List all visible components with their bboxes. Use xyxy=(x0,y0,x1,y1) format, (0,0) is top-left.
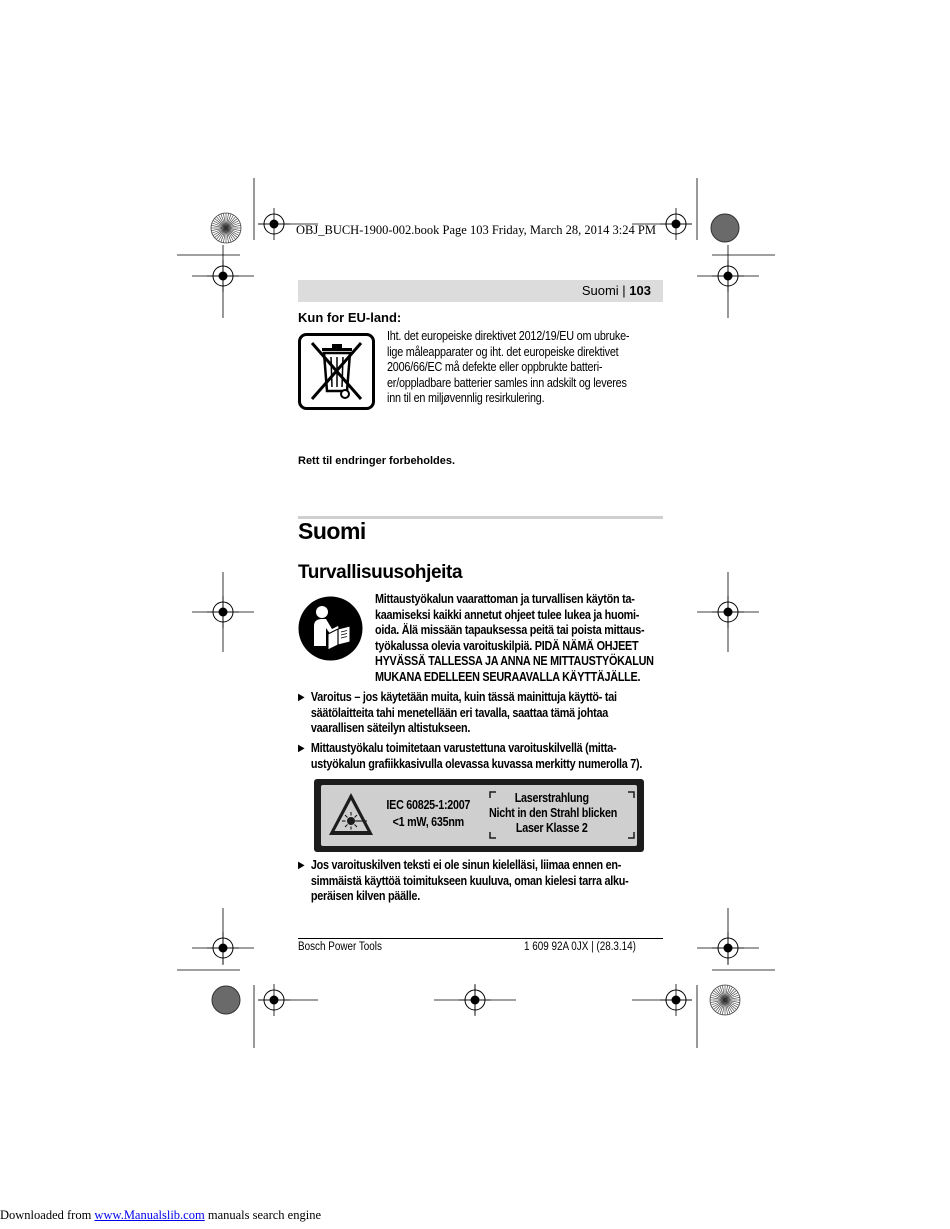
footer-brand: Bosch Power Tools xyxy=(298,941,382,953)
label-laser-line: Nicht in den Strahl blicken xyxy=(489,806,618,820)
label-standard-text xyxy=(381,797,476,831)
eu-text-line: er/oppladbare batterier samles inn adskilt og leveres xyxy=(387,375,627,390)
page-number: 103 xyxy=(629,283,651,298)
download-notice xyxy=(0,1208,321,1223)
bullet-arrow-icon: ▶ xyxy=(298,692,305,703)
intro-line: MUKANA EDELLEEN SEURAAVALLA KÄYTTÄJÄLLE. xyxy=(375,669,641,684)
manualslib-link[interactable]: www.Manualslib.com xyxy=(94,1208,205,1222)
print-job-line: OBJ_BUCH-1900-002.book Page 103 Friday, March 28, 2014 3:24 PM xyxy=(296,223,656,237)
safety-bullet-2 xyxy=(298,741,643,773)
bullet-line: Mittaustyökalu toimitetaan varustettuna varoituskilvellä (mitta- xyxy=(310,741,617,755)
label-standard-line: <1 mW, 635nm xyxy=(392,815,464,829)
intro-line: HYVÄSSÄ TALLESSA JA ANNA NE MITTAUSTYÖKALUN xyxy=(375,654,654,669)
label-laser-line: Laser Klasse 2 xyxy=(515,821,588,835)
bullet-line: simmäistä käyttöä toimitukseen kuuluva, oman kielesi tarra alku- xyxy=(310,873,629,888)
safety-bullet-1 xyxy=(298,690,625,738)
bullet-line: ustyökalun grafiikkasivulla olevassa kuvassa merkitty numerolla 7). xyxy=(310,756,643,771)
laser-warning-label xyxy=(314,779,644,852)
download-suffix: manuals search engine xyxy=(204,1208,321,1222)
intro-line: Mittaustyökalun vaarattoman ja turvallisen käytön ta- xyxy=(375,592,635,606)
bullet-line: Jos varoituskilven teksti ei ole sinun kielelläsi, liimaa ennen en- xyxy=(310,858,622,872)
intro-line: kaamiseksi kaikki annetut ohjeet tulee lukea ja huomi- xyxy=(375,607,640,622)
eu-text-line: inn til en miljøvennlig resirkulering. xyxy=(387,391,545,406)
page-header-bar xyxy=(298,280,663,302)
download-prefix: Downloaded from xyxy=(0,1208,95,1222)
safety-heading: Turvallisuusohjeita xyxy=(298,562,463,583)
header-section: Suomi | xyxy=(581,283,630,298)
crossed-out-wheelie-bin-icon xyxy=(298,333,375,410)
eu-text-line: 2006/66/EC må defekte eller oppbrukte batteri- xyxy=(387,360,603,375)
label-standard-line: IEC 60825-1:2007 xyxy=(386,798,471,812)
footer-doc-id: 1 609 92A 0JX | (28.3.14) xyxy=(523,941,636,953)
bullet-arrow-icon: ▶ xyxy=(298,743,305,754)
label-laser-text xyxy=(489,791,618,836)
intro-line: oida. Älä missään tapauksessa peitä tai poista mittaus- xyxy=(375,623,645,638)
laser-warning-triangle-icon xyxy=(327,791,375,839)
eu-directive-text xyxy=(387,329,628,407)
label-laser-line: Laserstrahlung xyxy=(514,791,589,805)
eu-text-line: lige måleapparater og iht. det europeiske direktivet xyxy=(387,344,619,359)
read-manual-icon xyxy=(298,596,363,661)
safety-bullet-3 xyxy=(298,858,629,906)
safety-intro xyxy=(375,592,654,686)
bullet-line: Varoitus – jos käytetään muita, kuin tässä mainittuja käyttö- tai xyxy=(310,690,617,704)
eu-text-line: Iht. det europeiske direktivet 2012/19/EU om ubruke- xyxy=(387,329,630,343)
bullet-arrow-icon: ▶ xyxy=(298,860,305,871)
eu-section-title: Kun for EU-land: xyxy=(298,310,402,325)
bullet-line: peräisen kilven päälle. xyxy=(310,889,420,904)
language-heading: Suomi xyxy=(298,518,366,544)
rights-note: Rett til endringer forbeholdes. xyxy=(298,455,456,467)
intro-line: työkalussa olevia varoituskilpiä. PIDÄ NÄMÄ OHJEET xyxy=(375,638,639,653)
footer-divider xyxy=(298,938,663,939)
bullet-line: säätölaitteita tahi menetellään eri tavalla, saattaa tämä johtaa xyxy=(310,705,609,720)
bullet-line: vaarallisen säteilyn altistukseen. xyxy=(310,721,471,736)
